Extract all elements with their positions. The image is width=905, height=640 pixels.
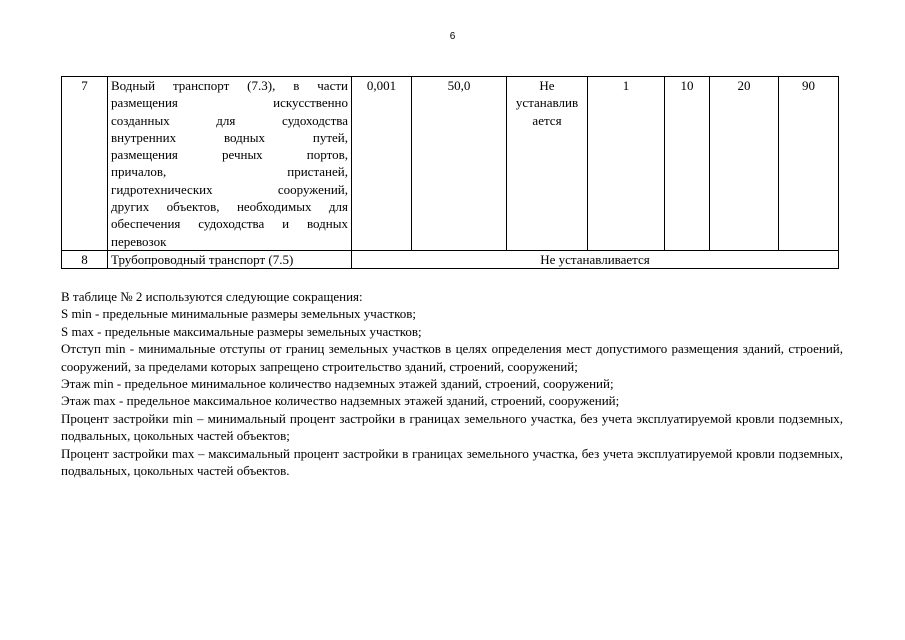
desc-line: других объектов, необходимых для bbox=[111, 199, 348, 215]
merged-cell: Не устанавливается bbox=[352, 250, 839, 268]
page-number: 6 bbox=[449, 31, 456, 42]
otstup-line: Не bbox=[539, 78, 555, 93]
s-min-cell: 0,001 bbox=[352, 77, 412, 251]
use-description: Трубопроводный транспорт (7.5) bbox=[108, 250, 352, 268]
etazh-min-cell: 1 bbox=[588, 77, 665, 251]
otstup-cell bbox=[507, 77, 588, 251]
s-max-cell: 50,0 bbox=[412, 77, 507, 251]
desc-line: размещения искусственно bbox=[111, 95, 348, 111]
proc-max-cell: 90 bbox=[779, 77, 839, 251]
note-line: Отступ min - минимальные отступы от границ земельных участков в целях определения мест допустимого размещения зданий, строений, сооружений, за пределами которых запрещено строительство зданий, строений, сооружений; bbox=[61, 341, 843, 374]
note-line: Процент застройки min – минимальный процент застройки в границах земельного участка, без учета эксплуатируемой кровли подземных, подвальных, цокольных частей объектов; bbox=[61, 410, 843, 444]
row-number: 7 bbox=[62, 77, 108, 251]
desc-line: Водный транспорт (7.3), в части bbox=[111, 78, 348, 93]
note-line: Этаж max - предельное максимальное количество надземных этажей зданий, строений, сооружений; bbox=[61, 393, 620, 409]
otstup-line: устанавлив bbox=[515, 95, 579, 111]
desc-line: созданных для судоходства bbox=[111, 112, 348, 128]
desc-line: обеспечения судоходства и водных bbox=[111, 216, 348, 232]
otstup-line: ается bbox=[532, 112, 562, 128]
desc-line: причалов, пристаней, bbox=[111, 164, 348, 180]
note-line: Этаж min - предельное минимальное количество надземных этажей зданий, строений, сооружений; bbox=[61, 376, 614, 392]
note-line: Процент застройки max – максимальный процент застройки в границах земельного участка, без учета эксплуатируемой кровли подземных, подвальных, цокольных частей объектов. bbox=[61, 445, 843, 479]
zoning-table bbox=[61, 76, 839, 269]
row-number: 8 bbox=[62, 250, 108, 268]
desc-line: гидротехнических сооружений, bbox=[111, 181, 348, 197]
table-row bbox=[62, 250, 839, 268]
abbreviations-notes bbox=[61, 288, 843, 479]
note-line: В таблице № 2 используются следующие сокращения: bbox=[61, 289, 363, 304]
proc-min-cell: 20 bbox=[710, 77, 779, 251]
desc-line: внутренних водных путей, bbox=[111, 129, 348, 145]
desc-line: перевозок bbox=[111, 233, 167, 249]
use-description bbox=[108, 77, 352, 251]
etazh-max-cell: 10 bbox=[665, 77, 710, 251]
note-line: S max - предельные максимальные размеры земельных участков; bbox=[61, 323, 422, 339]
table-row bbox=[62, 77, 839, 251]
desc-line: размещения речных портов, bbox=[111, 147, 348, 163]
note-line: S min - предельные минимальные размеры земельных участков; bbox=[61, 306, 416, 322]
